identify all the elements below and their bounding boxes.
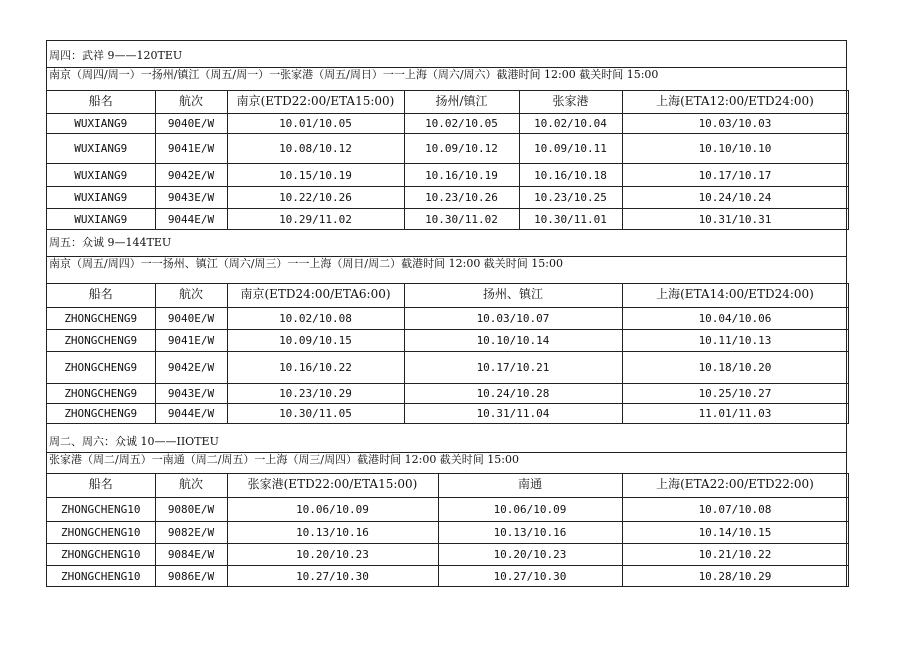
section-2-table [47, 283, 849, 424]
cell: ZHONGCHENG9 [47, 330, 155, 352]
table-row [47, 308, 848, 330]
header-ship-name: 船名 [47, 284, 155, 308]
cell: ZHONGCHENG10 [47, 498, 155, 522]
table-header-row [47, 474, 848, 498]
table-row [47, 330, 848, 352]
cell: 9082E/W [155, 522, 227, 544]
cell: ZHONGCHENG9 [47, 308, 155, 330]
cell: 9042E/W [155, 164, 227, 187]
cell: 10.08/10.12 [227, 134, 404, 164]
header-ship-name: 船名 [47, 474, 155, 498]
table-row [47, 114, 848, 134]
cell: 10.03/10.07 [404, 308, 622, 330]
header-port: 上海(ETA22:00/ETD22:00) [622, 474, 848, 498]
cell: 10.03/10.03 [622, 114, 848, 134]
cell: 10.20/10.23 [438, 544, 622, 566]
cell: 10.27/10.30 [227, 566, 438, 587]
cell: 10.10/10.10 [622, 134, 848, 164]
cell: 10.17/10.21 [404, 352, 622, 384]
cell: 10.24/10.24 [622, 187, 848, 209]
header-port: 上海(ETA14:00/ETD24:00) [622, 284, 848, 308]
header-port: 扬州/镇江 [404, 91, 519, 114]
table-row [47, 498, 848, 522]
cell: 9044E/W [155, 209, 227, 230]
cell: 10.20/10.23 [227, 544, 438, 566]
header-port: 张家港 [519, 91, 622, 114]
cell: 10.30/11.01 [519, 209, 622, 230]
cell: 10.16/10.19 [404, 164, 519, 187]
table-row [47, 134, 848, 164]
header-port: 上海(ETA12:00/ETD24:00) [622, 91, 848, 114]
cell: 9041E/W [155, 134, 227, 164]
cell: 10.02/10.05 [404, 114, 519, 134]
cell: 10.28/10.29 [622, 566, 848, 587]
cell: 10.13/10.16 [438, 522, 622, 544]
cell: 9043E/W [155, 187, 227, 209]
cell: 10.07/10.08 [622, 498, 848, 522]
header-port: 南通 [438, 474, 622, 498]
header-voyage: 航次 [155, 284, 227, 308]
section-2-title: 周五：众诚 9—144TEU [49, 236, 172, 249]
cell: 10.14/10.15 [622, 522, 848, 544]
cell: 10.04/10.06 [622, 308, 848, 330]
cell: 10.25/10.27 [622, 384, 848, 404]
cell: ZHONGCHENG10 [47, 566, 155, 587]
cell: 10.30/11.02 [404, 209, 519, 230]
table-row [47, 544, 848, 566]
header-ship-name: 船名 [47, 91, 155, 114]
cell: 10.09/10.12 [404, 134, 519, 164]
section-2-route: 南京（周五/周四）一一扬州、镇江（周六/周三）一一上海（周日/周二）截港时间 12:00 截关时间 15:00 [47, 256, 846, 271]
table-row [47, 352, 848, 384]
header-voyage: 航次 [155, 474, 227, 498]
cell: ZHONGCHENG9 [47, 384, 155, 404]
cell: 10.13/10.16 [227, 522, 438, 544]
table-row [47, 209, 848, 230]
section-3-title: 周二、周六：众诚 10——IIOTEU [49, 435, 219, 448]
cell: ZHONGCHENG10 [47, 544, 155, 566]
cell: 9086E/W [155, 566, 227, 587]
cell: 10.02/10.08 [227, 308, 404, 330]
cell: ZHONGCHENG10 [47, 522, 155, 544]
cell: 10.09/10.15 [227, 330, 404, 352]
cell: 9042E/W [155, 352, 227, 384]
header-port: 扬州、镇江 [404, 284, 622, 308]
cell: 10.16/10.22 [227, 352, 404, 384]
cell: 9043E/W [155, 384, 227, 404]
cell: 9040E/W [155, 308, 227, 330]
cell: 10.22/10.26 [227, 187, 404, 209]
cell: 10.18/10.20 [622, 352, 848, 384]
cell: 10.06/10.09 [438, 498, 622, 522]
cell: WUXIANG9 [47, 164, 155, 187]
cell: 10.31/11.04 [404, 404, 622, 424]
section-1-route: 南京（周四/周一）一扬州/镇江（周五/周一）一张家港（周五/周日）一一上海（周六/周六）截港时间 12:00 截关时间 15:00 [47, 67, 846, 82]
cell: 10.17/10.17 [622, 164, 848, 187]
cell: WUXIANG9 [47, 187, 155, 209]
cell: 9044E/W [155, 404, 227, 424]
cell: 10.27/10.30 [438, 566, 622, 587]
table-row [47, 187, 848, 209]
section-3-table [47, 473, 849, 587]
cell: 10.31/10.31 [622, 209, 848, 230]
cell: 10.29/11.02 [227, 209, 404, 230]
cell: 10.15/10.19 [227, 164, 404, 187]
cell: 11.01/11.03 [622, 404, 848, 424]
cell: 9084E/W [155, 544, 227, 566]
cell: 10.11/10.13 [622, 330, 848, 352]
cell: 10.01/10.05 [227, 114, 404, 134]
table-header-row [47, 284, 848, 308]
cell: ZHONGCHENG9 [47, 352, 155, 384]
cell: 10.23/10.25 [519, 187, 622, 209]
header-port: 张家港(ETD22:00/ETA15:00) [227, 474, 438, 498]
cell: 10.23/10.29 [227, 384, 404, 404]
header-port: 南京(ETD22:00/ETA15:00) [227, 91, 404, 114]
cell: WUXIANG9 [47, 114, 155, 134]
table-row [47, 522, 848, 544]
header-voyage: 航次 [155, 91, 227, 114]
table-header-row [47, 91, 848, 114]
cell: 10.06/10.09 [227, 498, 438, 522]
cell: 9040E/W [155, 114, 227, 134]
cell: ZHONGCHENG9 [47, 404, 155, 424]
cell: 9080E/W [155, 498, 227, 522]
cell: 10.30/11.05 [227, 404, 404, 424]
cell: 10.21/10.22 [622, 544, 848, 566]
table-row [47, 164, 848, 187]
schedule-sheet [46, 40, 847, 587]
section-3-route: 张家港（周二/周五）一南通（周二/周五）一上海（周三/周四）截港时间 12:00 截关时间 15:00 [47, 452, 846, 467]
cell: 10.23/10.26 [404, 187, 519, 209]
cell: WUXIANG9 [47, 134, 155, 164]
cell: WUXIANG9 [47, 209, 155, 230]
table-row [47, 566, 848, 587]
cell: 10.02/10.04 [519, 114, 622, 134]
cell: 10.24/10.28 [404, 384, 622, 404]
header-port: 南京(ETD24:00/ETA6:00) [227, 284, 404, 308]
cell: 10.16/10.18 [519, 164, 622, 187]
table-row [47, 404, 848, 424]
table-row [47, 384, 848, 404]
cell: 10.10/10.14 [404, 330, 622, 352]
cell: 10.09/10.11 [519, 134, 622, 164]
section-1-title: 周四：武祥 9——120TEU [49, 49, 183, 62]
section-1-table [47, 90, 849, 230]
cell: 9041E/W [155, 330, 227, 352]
